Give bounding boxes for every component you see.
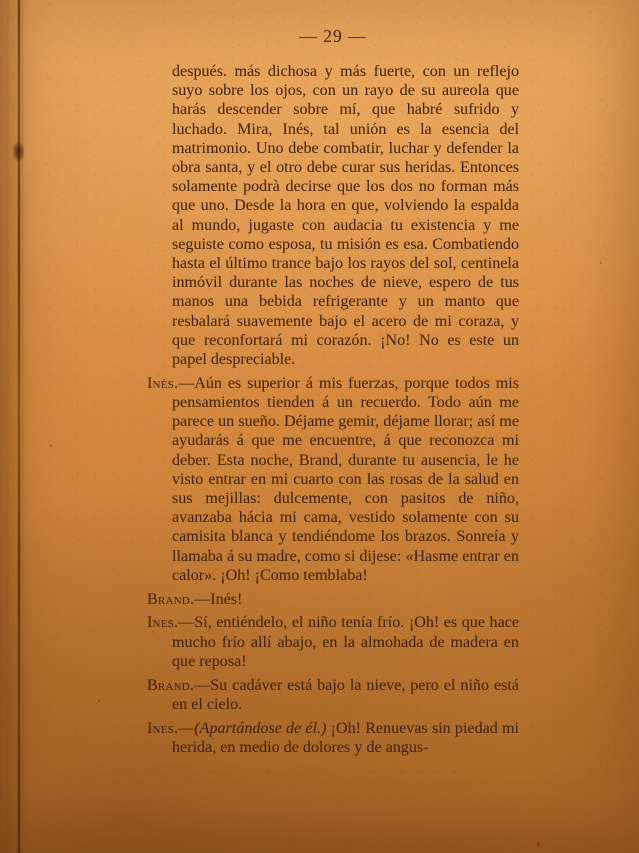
page-number: — 29 — [299, 26, 367, 46]
paragraph-narrative [147, 62, 519, 369]
dialogue-line-ines-1 [147, 374, 519, 585]
binding-stitch-mark [13, 142, 24, 161]
speaker-name: Brand. [147, 676, 195, 694]
speaker-dash: — [194, 676, 211, 694]
page-text-column [147, 62, 519, 757]
binding-gutter-crease [18, 0, 20, 853]
speaker-name: Ines. [147, 614, 179, 632]
page-edge-line [7, 0, 8, 853]
paper-speck [600, 262, 602, 264]
speaker-name: Brand. [147, 590, 195, 608]
dialogue-line-brand-1 [147, 590, 519, 609]
dialogue-text: Aún es superior á mis fuerzas, porque todos mis pensamientos tienden á un recuerdo. Todo aún me parece un sueño. Déjame gemir, déjame llorar; así me ayudarás á que me encuentre, á que reconozca mi deber. Esta noche, Brand, durante tu ausencia, le he visto entrar en mi cuarto con las rosas de la salud en sus mejillas: dulcemente, con pasitos de niño, avanzaba hácia mi cama, vestido solamente con su camisita blanca y tendiéndome los brazos. Sonreía y llamaba á su madre, como si dijese: «Hasme entrar en calor». ¡Oh! ¡Como temblaba! [172, 374, 519, 584]
paper-speck [98, 700, 100, 702]
dialogue-line-ines-2 [147, 613, 519, 671]
binding-gutter-shadow [0, 0, 34, 853]
paragraph-text: después. más dichosa y más fuerte, con un reflejo suyo sobre los ojos, con un rayo de su aureola que harás descender sobre mí, que habré sufrido y luchado. Mira, Inés, tal unión es la esencia del matrimonio. Uno debe combatir, luchar y defender la obra santa, y el otro debe curar sus heridas. Entonces solamente podrà decirse que los dos no forman más que uno. Desde la hora en que, volviendo la espalda al mundo, jugaste con audacia tu existencia y me seguiste como esposa, tu misión es esa. Combatiendo hasta el último trance bajo los rayos del sol, centinela inmóvil durante las noches de nieve, espero de tus manos una bebida refrigerante y un manto que resbalará suavemente bajo el acero de mi coraza, y que reconfortará mi corazón. ¡No! No es este un papel despreciable. [172, 63, 519, 369]
paper-speck [537, 842, 540, 847]
dialogue-text: Sí, entiéndelo, el niño tenía frío. ¡Oh! es que hace mucho frío allí abajo, en la almohada de madera en que reposa! [172, 614, 519, 670]
binding-gutter-crease-secondary [22, 0, 23, 853]
speaker-name: Ines. [147, 719, 179, 737]
speaker-dash: — [178, 374, 195, 392]
speaker-dash: — [194, 590, 211, 608]
dialogue-text: ¡Oh! Renuevas sin piedad mi herida, en medio de dolores y de angus- [172, 719, 519, 756]
paper-speck [50, 445, 52, 447]
dialogue-text: Inés! [210, 590, 243, 608]
speaker-dash: — [178, 614, 195, 632]
speaker-dash: — [178, 719, 195, 737]
dialogue-text: Su cadáver está bajo la nieve, pero el niño está en el cielo. [172, 676, 519, 713]
stage-direction: (Apartándose de él.) [194, 719, 327, 737]
dialogue-line-ines-3 [147, 719, 519, 757]
speaker-name: Inés. [147, 374, 179, 392]
dialogue-line-brand-2 [147, 676, 519, 714]
